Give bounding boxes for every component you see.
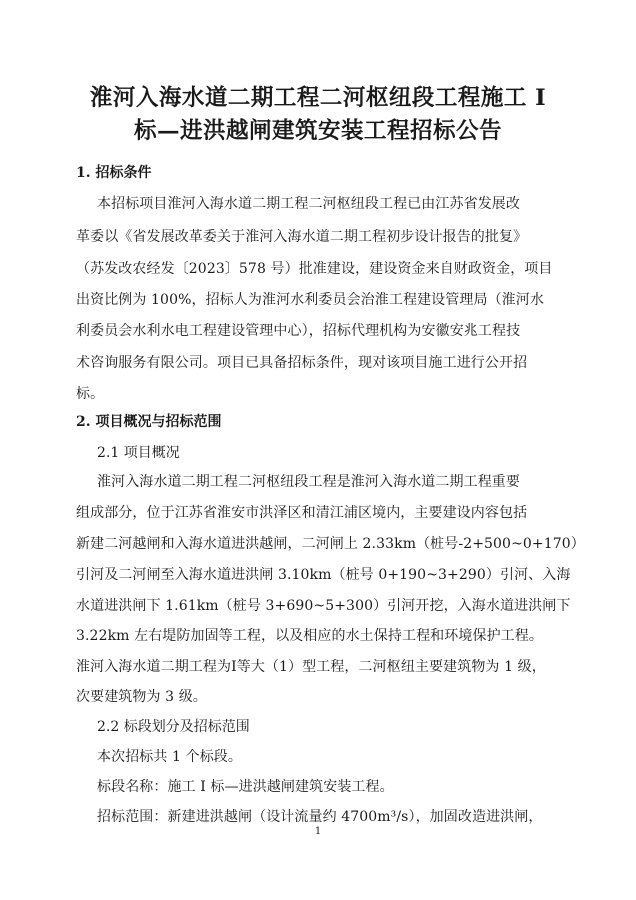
section-2-heading: 2. 项目概况与招标范围 [76, 414, 222, 430]
paragraph-line: 淮河入海水道二期工程二河枢纽段工程是淮河入海水道二期工程重要 [97, 474, 520, 490]
paragraph-line: 出资比例为 100%，招标人为淮河水利委员会治淮工程建设管理局（淮河水 [76, 292, 544, 308]
document-title-line-2: 标—进洪越闸建筑安装工程招标公告 [133, 118, 502, 144]
paragraph-line: 本次招标共 1 个标段。 [97, 749, 243, 765]
subsection-2-1-heading: 2.1 项目概况 [97, 445, 180, 461]
paragraph-line: （苏发改农经发〔2023〕578 号）批准建设，建设资金来自财政资金，项目 [76, 261, 553, 277]
paragraph-line: 3.22km 左右堤防加固等工程，以及相应的水土保持工程和环境保护工程。 [76, 628, 543, 644]
paragraph-line: 利委员会水利水电工程建设管理中心），招标代理机构为安徽安兆工程技 [76, 323, 521, 339]
paragraph-line: 本招标项目淮河入海水道二期工程二河枢纽段工程已由江苏省发展改 [97, 196, 520, 212]
paragraph-line: 淮河入海水道二期工程为I等大（1）型工程，二河枢纽主要建筑物为 1 级， [76, 659, 546, 675]
paragraph-line: 革委以《省发展改革委关于淮河入海水道二期工程初步设计报告的批复》 [76, 229, 528, 245]
paragraph-line: 标。 [76, 386, 105, 402]
section-1-heading: 1. 招标条件 [76, 165, 152, 181]
paragraph-line: 组成部分，位于江苏省淮安市洪泽区和清江浦区境内，主要建设内容包括 [76, 505, 528, 521]
paragraph-line: 标段名称：施工 I 标—进洪越闸建筑安装工程。 [97, 779, 394, 795]
page-number: 1 [314, 826, 322, 837]
document-title-line-1: 淮河入海水道二期工程二河枢纽段工程施工 I [89, 85, 547, 111]
paragraph-line: 水道进洪闸下 1.61km（桩号 3+690~5+300）引河开挖，入海水道进洪闸下 [76, 598, 571, 614]
subsection-2-2-heading: 2.2 标段划分及招标范围 [97, 719, 250, 735]
paragraph-line: 术咨询服务有限公司。项目已具备招标条件，现对该项目施工进行公开招 [76, 355, 528, 371]
paragraph-line: 新建二河越闸和入海水道进洪越闸，二河闸上 2.33km（桩号-2+500~0+170） [76, 536, 585, 552]
paragraph-line: 招标范围：新建进洪越闸（设计流量约 4700m³/s），加固改造进洪闸， [97, 809, 543, 825]
paragraph-line: 次要建筑物为 3 级。 [76, 689, 207, 705]
paragraph-line: 引河及二河闸至入海水道进洪闸 3.10km（桩号 0+190~3+290）引河、入海 [76, 567, 571, 583]
